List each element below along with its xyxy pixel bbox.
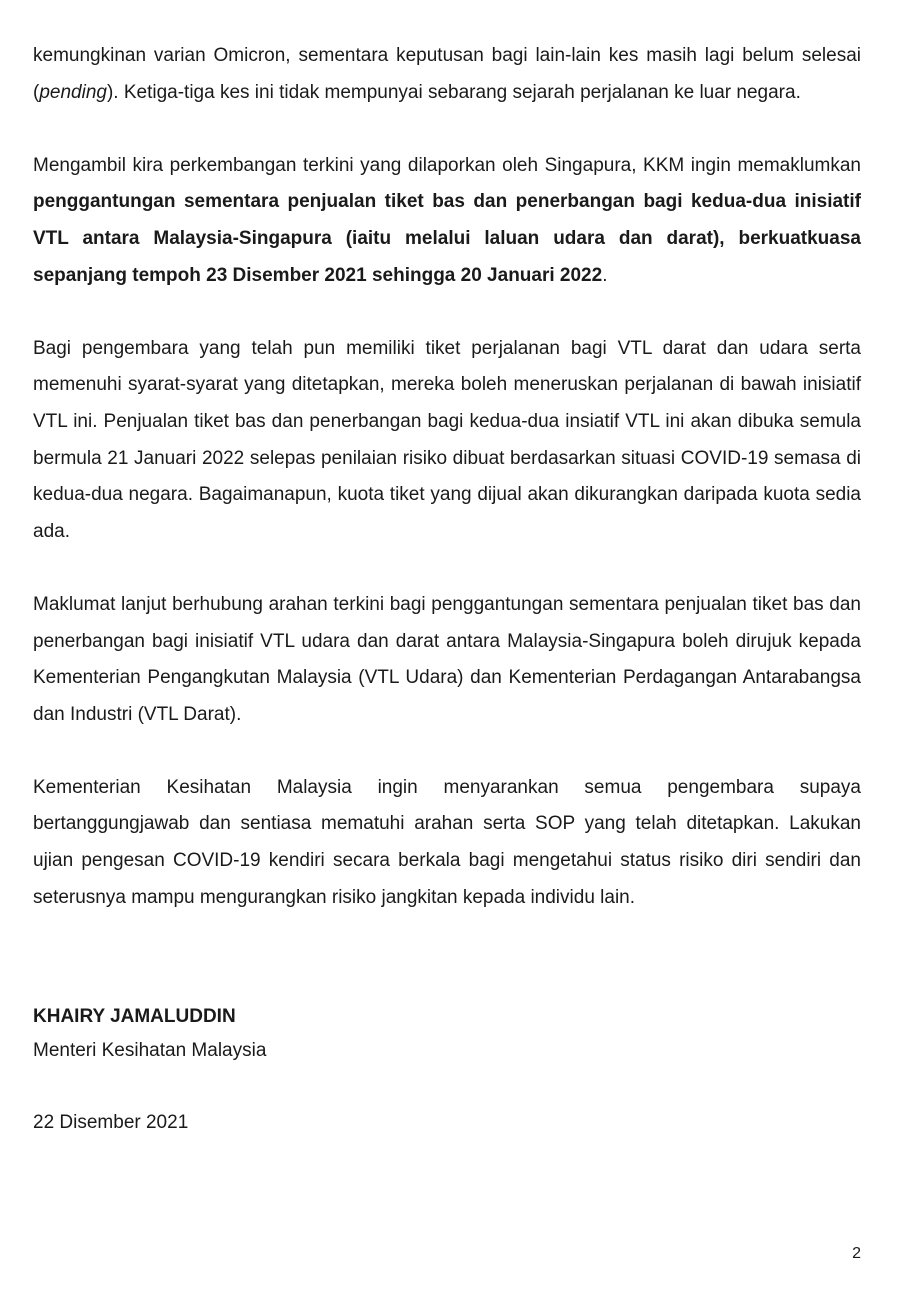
signature-block: [33, 1000, 266, 1068]
page-number: 2: [852, 1245, 861, 1262]
document-date: 22 Disember 2021: [33, 1112, 189, 1133]
paragraph-1: [33, 38, 861, 111]
paragraph-1-text-b: ). Ketiga-tiga kes ini tidak mempunyai sebarang sejarah perjalanan ke luar negara.: [106, 81, 801, 103]
document-body: [33, 38, 861, 916]
paragraph-1-text-a: kemungkinan varian Omicron, sementara keputusan bagi lain-lain kes masih lagi belum selesai (: [33, 45, 861, 103]
paragraph-5: Kementerian Kesihatan Malaysia ingin menyarankan semua pengembara supaya bertanggungjawab dan sentiasa mematuhi arahan serta SOP yang telah ditetapkan. Lakukan ujian pengesan COVID-19 kendiri secara berkala bagi mengetahui status risiko diri sendiri dan seterusnya mampu mengurangkan risiko jangkitan kepada individu lain.: [33, 776, 861, 908]
paragraph-3: Bagi pengembara yang telah pun memiliki tiket perjalanan bagi VTL darat dan udara serta memenuhi syarat-syarat yang ditetapkan, mereka boleh meneruskan perjalanan di bawah inisiatif VTL ini. Penjualan tiket bas dan penerbangan bagi kedua-dua insiatif VTL ini akan dibuka semula bermula 21 Januari 2022 selepas penilaian risiko dibuat berdasarkan situasi COVID-19 semasa di kedua-dua negara. Bagaimanapun, kuota tiket yang dijual akan dikurangkan daripada kuota sedia ada.: [33, 337, 861, 542]
paragraph-2-text-b: .: [602, 264, 608, 286]
paragraph-2-bold: penggantungan sementara penjualan tiket bas dan penerbangan bagi kedua-dua inisiatif VTL antara Malaysia-Singapura (iaitu melalui laluan udara dan darat), berkuatkuasa sepanjang tempoh 23 Disember 2021 sehingga 20 Januari 2022: [33, 191, 861, 286]
paragraph-1-italic: pending: [39, 81, 107, 103]
paragraph-2: [33, 148, 861, 294]
paragraph-4: Maklumat lanjut berhubung arahan terkini bagi penggantungan sementara penjualan tiket bas dan penerbangan bagi inisiatif VTL udara dan darat antara Malaysia-Singapura boleh dirujuk kepada Kementerian Pengangkutan Malaysia (VTL Udara) dan Kementerian Perdagangan Antarabangsa dan Industri (VTL Darat).: [33, 593, 861, 725]
signatory-name: KHAIRY JAMALUDDIN: [33, 1006, 236, 1027]
paragraph-2-text-a: Mengambil kira perkembangan terkini yang dilaporkan oleh Singapura, KKM ingin memaklumkan: [33, 154, 861, 176]
signatory-title: Menteri Kesihatan Malaysia: [33, 1040, 267, 1061]
